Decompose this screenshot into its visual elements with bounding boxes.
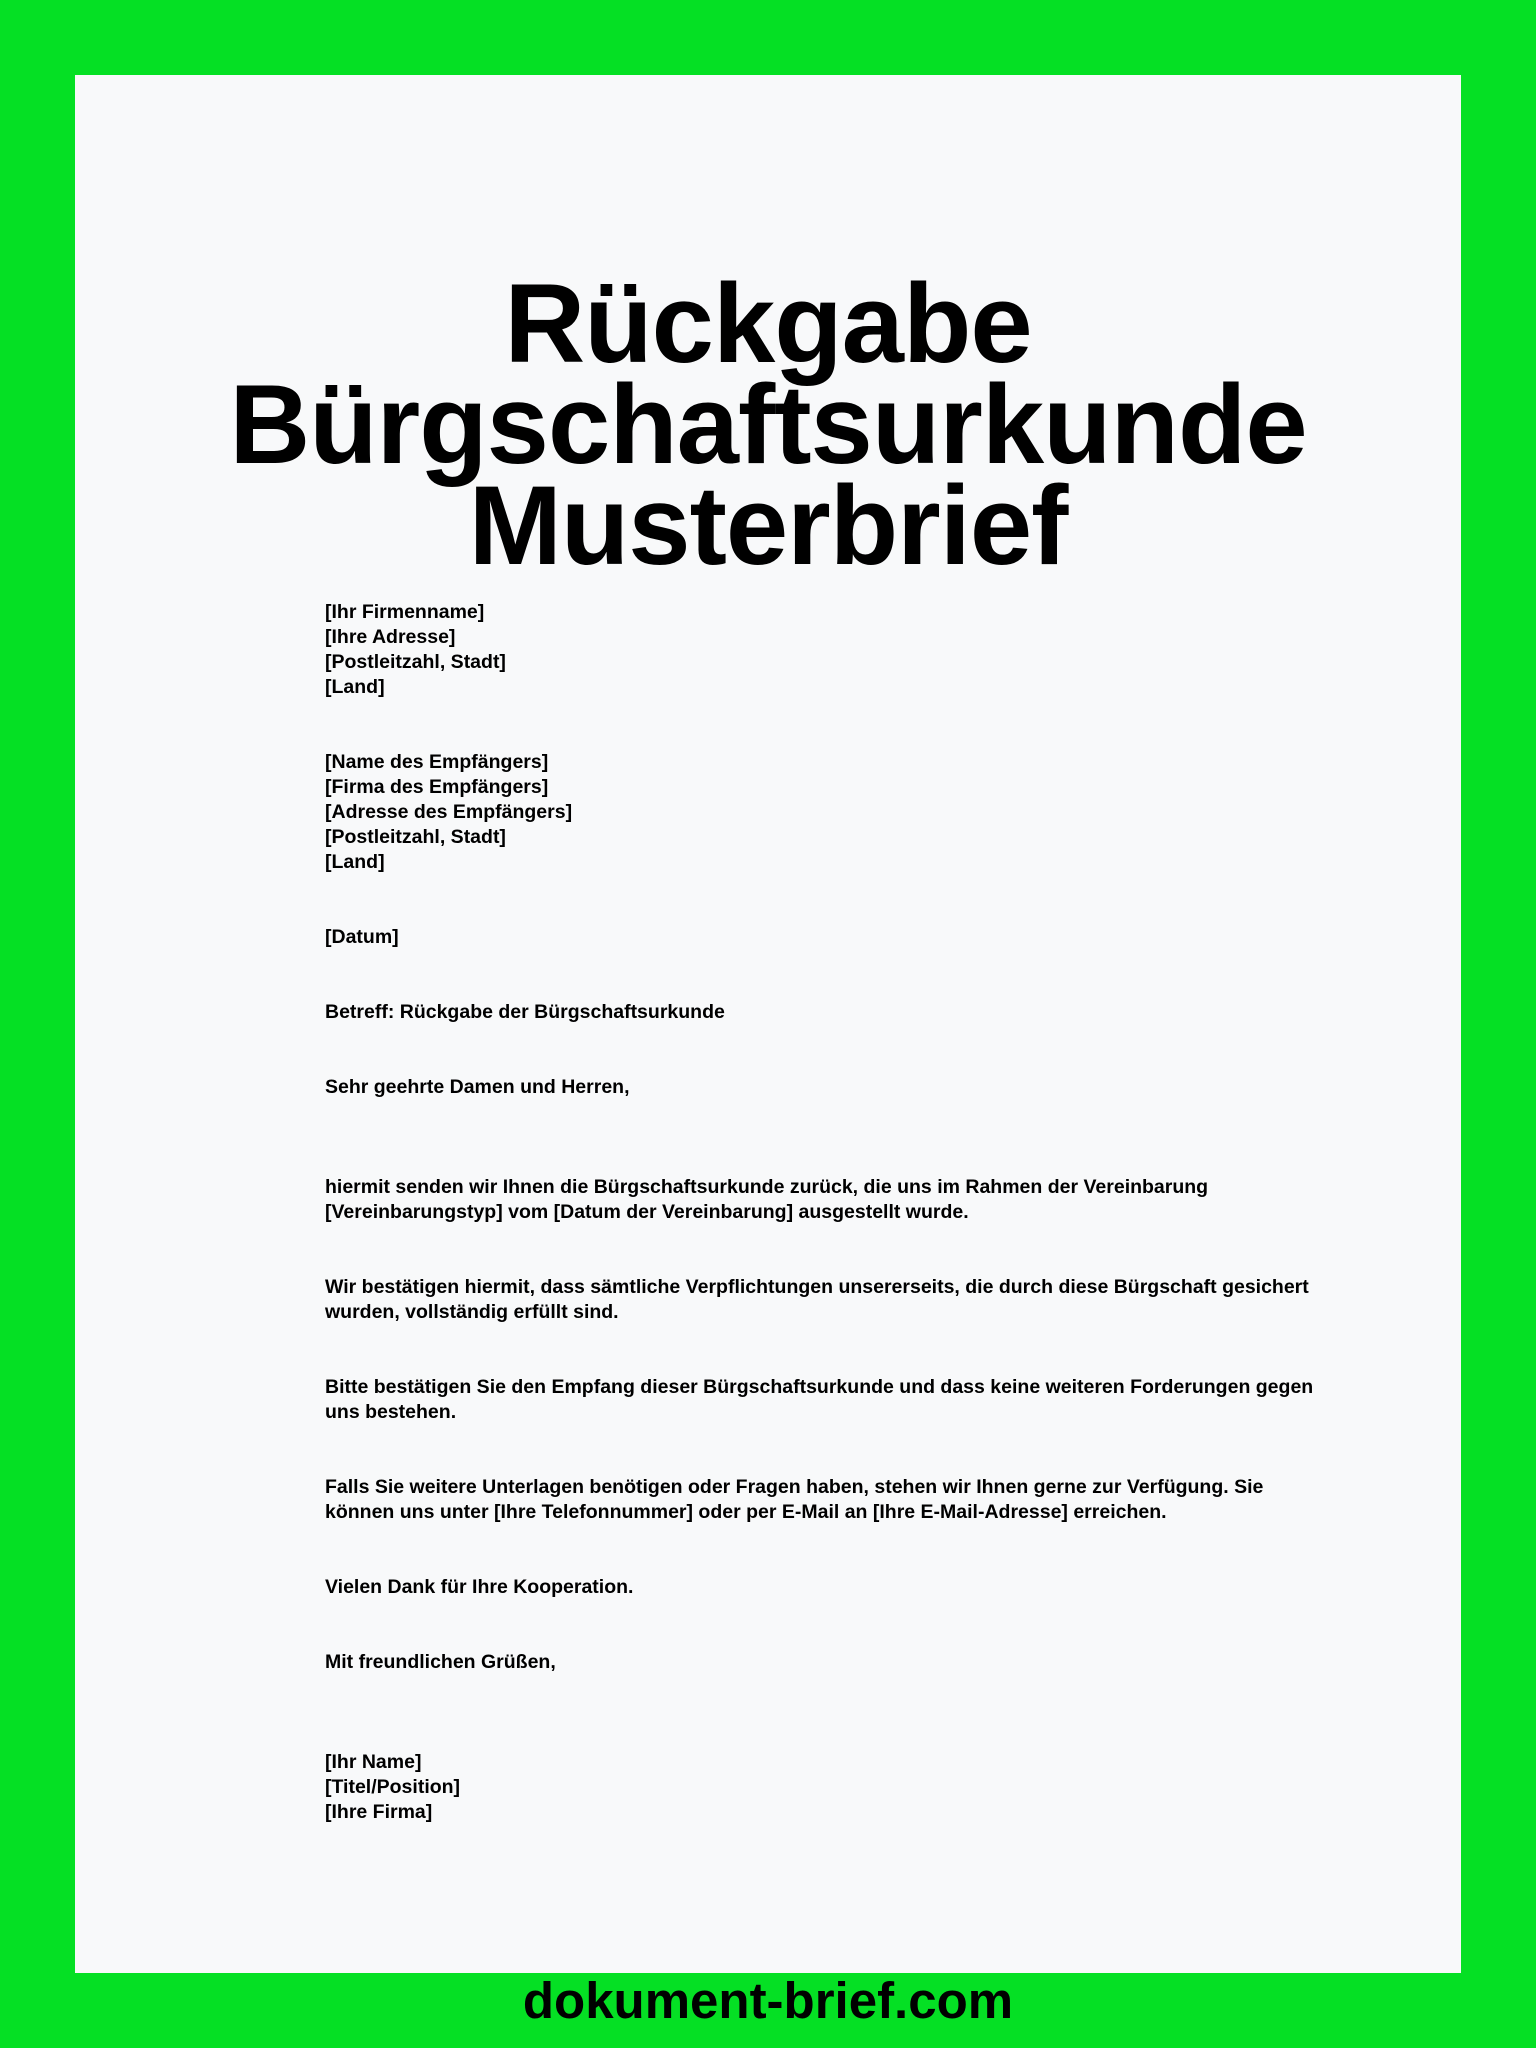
title-line: Rückgabe bbox=[504, 261, 1032, 386]
signature-company: [Ihre Firma] bbox=[325, 1801, 433, 1823]
letter-closing bbox=[325, 1650, 1355, 1675]
recipient-company: [Firma des Empfängers] bbox=[325, 776, 549, 798]
letter-subject bbox=[325, 1000, 1355, 1025]
paragraph-line: [Vereinbarungstyp] vom [Datum der Vereinbarung] ausgestellt wurde. bbox=[325, 1201, 969, 1223]
paragraph-line: Bitte bestätigen Sie den Empfang dieser Bürgschaftsurkunde und dass keine weiteren Forderungen gegen bbox=[325, 1376, 1314, 1398]
sender-block bbox=[325, 600, 1355, 700]
title-line: Bürgschaftsurkunde bbox=[229, 362, 1307, 487]
salutation-text: Sehr geehrte Damen und Herren, bbox=[325, 1076, 630, 1098]
letter-date bbox=[325, 925, 1355, 950]
sender-address: [Ihre Adresse] bbox=[325, 626, 456, 648]
body-paragraph bbox=[325, 1275, 1355, 1325]
sender-postal-city: [Postleitzahl, Stadt] bbox=[325, 651, 506, 673]
paragraph-line: Falls Sie weitere Unterlagen benötigen oder Fragen haben, stehen wir Ihnen gerne zur Verfügung. Sie bbox=[325, 1476, 1264, 1498]
paragraph-line: können uns unter [Ihre Telefonnummer] oder per E-Mail an [Ihre E-Mail-Adresse] erreichen. bbox=[325, 1501, 1167, 1523]
letter-salutation bbox=[325, 1075, 1355, 1100]
body-paragraph bbox=[325, 1475, 1355, 1525]
paragraph-line: uns bestehen. bbox=[325, 1401, 457, 1423]
signature-name: [Ihr Name] bbox=[325, 1751, 422, 1773]
sender-country: [Land] bbox=[325, 676, 385, 698]
sender-company: [Ihr Firmenname] bbox=[325, 601, 485, 623]
body-paragraph bbox=[325, 1175, 1355, 1225]
recipient-address: [Adresse des Empfängers] bbox=[325, 801, 573, 823]
page-title bbox=[75, 261, 1461, 588]
recipient-name: [Name des Empfängers] bbox=[325, 751, 549, 773]
footer-website: dokument-brief.com bbox=[522, 1972, 1014, 2029]
date-text: [Datum] bbox=[325, 926, 399, 948]
title-line: Musterbrief bbox=[468, 463, 1068, 588]
closing-text: Mit freundlichen Grüßen, bbox=[325, 1651, 556, 1673]
signature-block bbox=[325, 1750, 1355, 1825]
subject-text: Betreff: Rückgabe der Bürgschaftsurkunde bbox=[325, 1001, 725, 1023]
recipient-postal-city: [Postleitzahl, Stadt] bbox=[325, 826, 506, 848]
letter-thanks bbox=[325, 1575, 1355, 1600]
paragraph-line: wurden, vollständig erfüllt sind. bbox=[325, 1301, 619, 1323]
signature-position: [Titel/Position] bbox=[325, 1776, 461, 1798]
recipient-country: [Land] bbox=[325, 851, 385, 873]
recipient-block bbox=[325, 750, 1355, 875]
letter-sheet bbox=[75, 75, 1461, 2029]
paragraph-line: Wir bestätigen hiermit, dass sämtliche Verpflichtungen unsererseits, die durch diese Bürgschaft gesichert bbox=[325, 1276, 1309, 1298]
thanks-text: Vielen Dank für Ihre Kooperation. bbox=[325, 1576, 634, 1598]
body-paragraph bbox=[325, 1375, 1355, 1425]
paragraph-line: hiermit senden wir Ihnen die Bürgschaftsurkunde zurück, die uns im Rahmen der Vereinbarung bbox=[325, 1176, 1209, 1198]
